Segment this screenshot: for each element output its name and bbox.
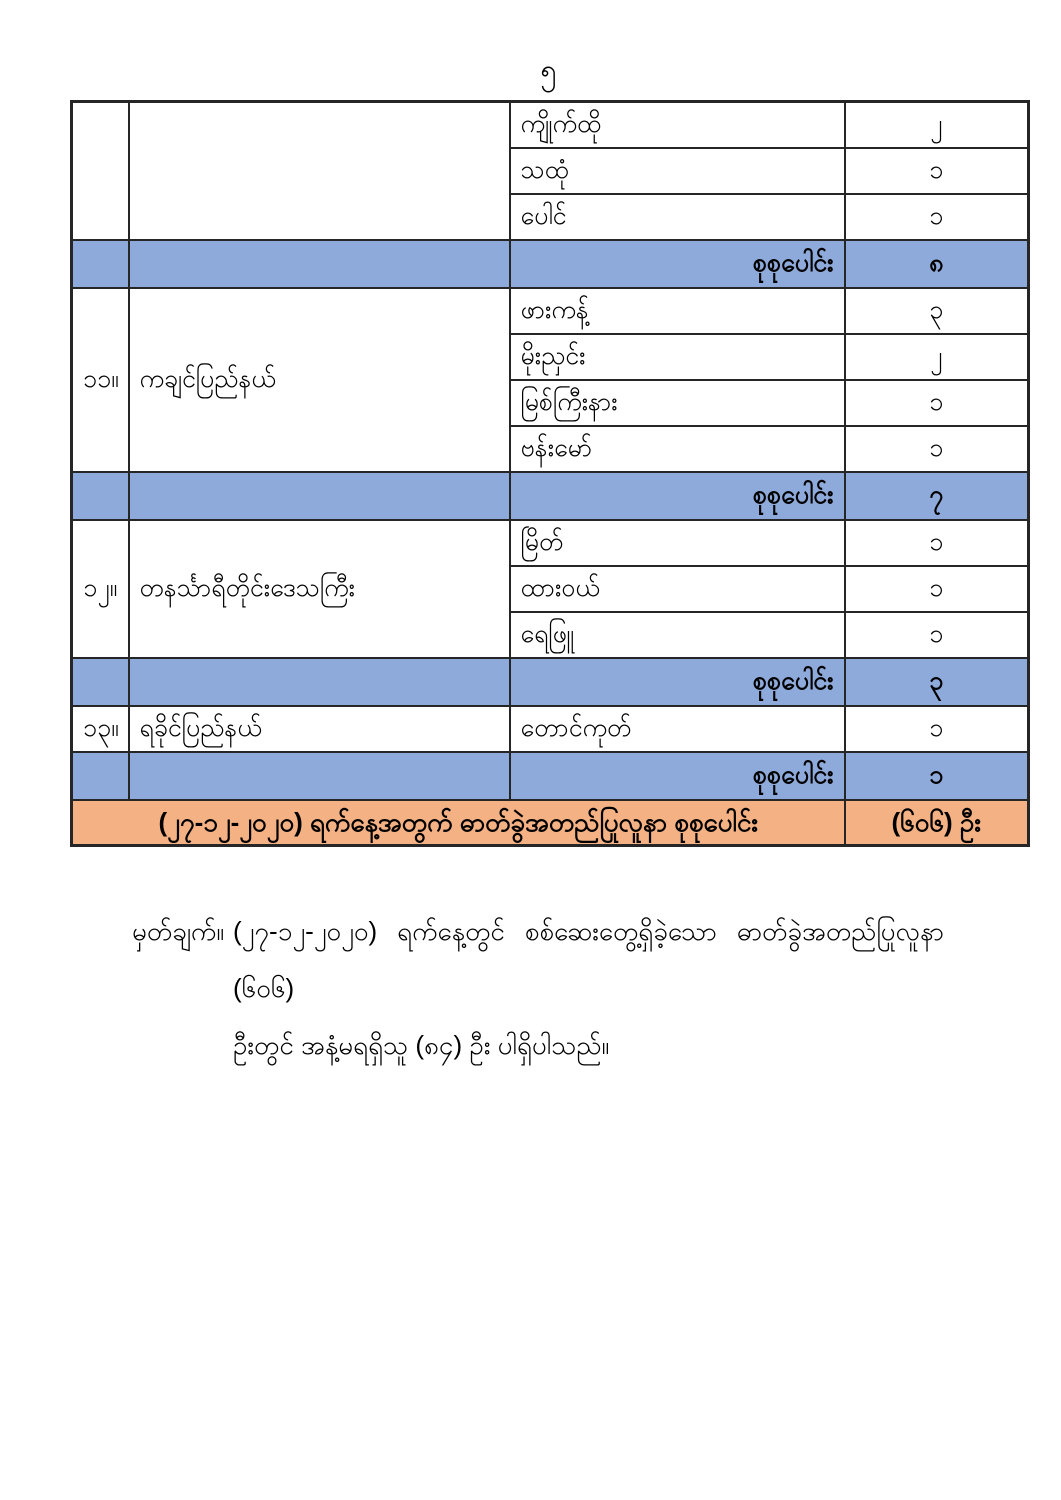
count-cell: ၃ (845, 288, 1029, 334)
count-cell: ၁ (845, 566, 1029, 612)
serial-cell (72, 472, 129, 520)
serial-cell: ၁၃။ (72, 706, 129, 752)
subtotal-row (72, 752, 1029, 800)
subtotal-count-cell: ၇ (845, 472, 1029, 520)
count-cell: ၁ (845, 612, 1029, 658)
township-cell: ပေါင် (510, 194, 845, 240)
state-cell: တနင်္သာရီတိုင်းဒေသကြီး (129, 520, 510, 658)
state-cell: ကချင်ပြည်နယ် (129, 288, 510, 472)
footnote-line-1: (၂၇-၁၂-၂၀၂၀) ရက်နေ့တွင် စစ်ဆေးတွေ့ရှိခဲ့သော ဓာတ်ခွဲအတည်ပြုလူနာ (၆၀၆) (233, 916, 944, 1003)
subtotal-count-cell: ၃ (845, 658, 1029, 706)
township-cell: တောင်ကုတ် (510, 706, 845, 752)
confirmed-cases-table (70, 100, 1030, 847)
footnote-label: မှတ်ချက်။ (132, 916, 225, 946)
count-cell: ၁ (845, 426, 1029, 472)
township-cell: ဖားကန့် (510, 288, 845, 334)
state-cell (129, 752, 510, 800)
footnote-line-2: ဦးတွင် အနံ့မရရှိသူ (၈၄) ဦး ပါရှိပါသည်။ (233, 1030, 610, 1060)
grand-total-row (72, 800, 1029, 846)
state-cell (129, 472, 510, 520)
subtotal-count-cell: ၁ (845, 752, 1029, 800)
state-cell (129, 658, 510, 706)
subtotal-label-cell: စုစုပေါင်း (510, 472, 845, 520)
table-row (72, 520, 1029, 566)
state-cell (129, 102, 510, 240)
table-row (72, 288, 1029, 334)
township-cell: ကျိုက်ထို (510, 102, 845, 148)
page-number: ၅ (540, 55, 557, 87)
count-cell: ၁ (845, 194, 1029, 240)
subtotal-row (72, 472, 1029, 520)
township-cell: မြစ်ကြီးနား (510, 380, 845, 426)
count-cell: ၂ (845, 102, 1029, 148)
serial-cell (72, 752, 129, 800)
serial-cell: ၁၁။ (72, 288, 129, 472)
township-cell: မိုးညှင်း (510, 334, 845, 380)
state-cell: ရခိုင်ပြည်နယ် (129, 706, 510, 752)
township-cell: မြိတ် (510, 520, 845, 566)
township-cell: ထားဝယ် (510, 566, 845, 612)
footnote-body (233, 903, 944, 1074)
subtotal-label-cell: စုစုပေါင်း (510, 658, 845, 706)
township-cell: ဗန်းမော် (510, 426, 845, 472)
subtotal-row (72, 658, 1029, 706)
serial-cell: ၁၂။ (72, 520, 129, 658)
count-cell: ၁ (845, 148, 1029, 194)
count-cell: ၁ (845, 380, 1029, 426)
serial-cell (72, 240, 129, 288)
township-cell: ရေဖြူ (510, 612, 845, 658)
serial-cell (72, 658, 129, 706)
grand-total-label-cell: (၂၇-၁၂-၂၀၂၀) ရက်နေ့အတွက် ဓာတ်ခွဲအတည်ပြုလူနာ စုစုပေါင်း (72, 800, 845, 846)
count-cell: ၂ (845, 334, 1029, 380)
count-cell: ၁ (845, 706, 1029, 752)
township-cell: သထုံ (510, 148, 845, 194)
count-cell: ၁ (845, 520, 1029, 566)
serial-cell (72, 102, 129, 240)
subtotal-row (72, 240, 1029, 288)
table-row (72, 706, 1029, 752)
table-row (72, 102, 1029, 148)
subtotal-label-cell: စုစုပေါင်း (510, 240, 845, 288)
subtotal-label-cell: စုစုပေါင်း (510, 752, 845, 800)
footnote (132, 903, 944, 1074)
grand-total-value-cell: (၆၀၆) ဦး (845, 800, 1029, 846)
state-cell (129, 240, 510, 288)
subtotal-count-cell: ၈ (845, 240, 1029, 288)
